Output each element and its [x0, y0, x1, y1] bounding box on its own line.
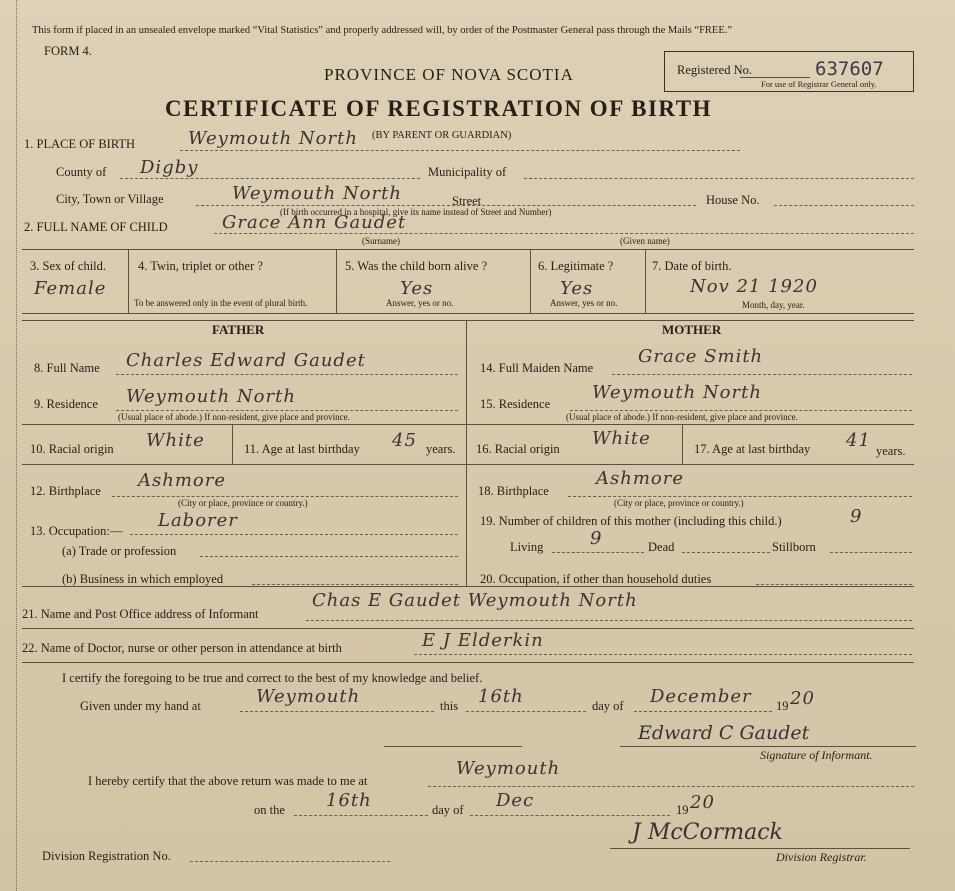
- registrar-dayof-label: day of: [432, 803, 464, 817]
- father-birthplace-note: (City or place, province or country.): [178, 498, 308, 508]
- informant-signature[interactable]: Edward C Gaudet: [638, 722, 810, 744]
- alive-value[interactable]: Yes: [400, 278, 434, 299]
- given-day-value[interactable]: 16th: [478, 686, 524, 707]
- legitimate-value[interactable]: Yes: [560, 278, 594, 299]
- mother-residence-value[interactable]: Weymouth North: [592, 382, 762, 403]
- city-value[interactable]: Weymouth North: [232, 183, 402, 204]
- mother-age-value[interactable]: 41: [846, 430, 871, 451]
- registrar-on-the: on the: [254, 803, 285, 817]
- father-years: years.: [426, 442, 456, 456]
- registered-label: Registered No.: [677, 63, 752, 77]
- father-racial-value[interactable]: White: [146, 430, 205, 451]
- legitimate-label: 6. Legitimate ?: [538, 259, 614, 273]
- given-month-value[interactable]: December: [650, 686, 752, 707]
- children-count-label: 19. Number of children of this mother (including this child.): [480, 514, 782, 528]
- father-occupation-value[interactable]: Laborer: [158, 510, 238, 531]
- sex-value[interactable]: Female: [34, 278, 107, 299]
- by-parent-note: (BY PARENT OR GUARDIAN): [372, 130, 512, 141]
- given-year-value[interactable]: 20: [790, 688, 815, 709]
- child-name-label: 2. FULL NAME OF CHILD: [24, 220, 168, 234]
- mother-birthplace-value[interactable]: Ashmore: [596, 468, 684, 489]
- mother-racial-value[interactable]: White: [592, 428, 651, 449]
- living-label: Living: [510, 540, 544, 554]
- form-number: FORM 4.: [44, 44, 92, 58]
- father-residence-label: 9. Residence: [34, 397, 98, 411]
- postal-notice: This form if placed in an unsealed envelope marked “Vital Statistics” and properly addressed will, by order of the Postmaster General pass through the Mails “FREE.”: [32, 25, 733, 36]
- date-of-birth-value[interactable]: Nov 21 1920: [690, 276, 818, 297]
- given-year-prefix: 19: [776, 699, 789, 713]
- twin-label: 4. Twin, triplet or other ?: [138, 259, 263, 273]
- father-residence-value[interactable]: Weymouth North: [126, 386, 296, 407]
- father-occupation-label: 13. Occupation:—: [30, 524, 123, 538]
- mother-years: years.: [876, 444, 906, 458]
- living-value[interactable]: 9: [590, 528, 603, 549]
- father-birthplace-value[interactable]: Ashmore: [138, 470, 226, 491]
- surname-note: (Surname): [362, 236, 400, 246]
- given-place-value[interactable]: Weymouth: [256, 686, 361, 707]
- signature-label: Signature of Informant.: [760, 748, 873, 762]
- doctor-label: 22. Name of Doctor, nurse or other person in attendance at birth: [22, 641, 342, 655]
- father-heading: FATHER: [212, 322, 265, 337]
- street-label: Street: [452, 194, 482, 208]
- given-dayof-label: day of: [592, 699, 624, 713]
- mother-residence-label: 15. Residence: [480, 397, 551, 411]
- father-age-label: 11. Age at last birthday: [244, 442, 360, 456]
- city-label: City, Town or Village: [56, 192, 164, 206]
- father-residence-note: (Usual place of abode.) If non-resident, give place and province.: [118, 412, 350, 422]
- trade-label: (a) Trade or profession: [62, 544, 177, 558]
- registrar-use-note: For use of Registrar General only.: [761, 79, 877, 89]
- informant-value[interactable]: Chas E Gaudet Weymouth North: [312, 590, 638, 611]
- registrar-year-value[interactable]: 20: [690, 792, 715, 813]
- division-registration-label: Division Registration No.: [42, 849, 171, 863]
- mother-name-value[interactable]: Grace Smith: [638, 346, 764, 367]
- alive-note: Answer, yes or no.: [386, 298, 454, 308]
- mother-occupation-label: 20. Occupation, if other than household duties: [480, 572, 712, 586]
- registered-number[interactable]: 637607: [815, 58, 884, 80]
- date-note: Month, day, year.: [742, 300, 805, 310]
- registrar-place-value[interactable]: Weymouth: [456, 758, 561, 779]
- father-name-label: 8. Full Name: [34, 361, 100, 375]
- mother-age-label: 17. Age at last birthday: [694, 442, 811, 456]
- given-label: Given under my hand at: [80, 699, 201, 713]
- mother-birthplace-label: 18. Birthplace: [478, 484, 549, 498]
- place-of-birth-label: 1. PLACE OF BIRTH: [24, 137, 136, 151]
- twin-note: To be answered only in the event of plural birth.: [134, 298, 308, 308]
- registrar-day-value[interactable]: 16th: [326, 790, 372, 811]
- county-value[interactable]: Digby: [140, 157, 199, 178]
- date-of-birth-label: 7. Date of birth.: [652, 259, 732, 273]
- registrar-title-label: Division Registrar.: [776, 850, 867, 864]
- mother-name-label: 14. Full Maiden Name: [480, 361, 594, 375]
- registration-box: [664, 51, 914, 92]
- place-of-birth-value[interactable]: Weymouth North: [188, 128, 358, 149]
- father-name-value[interactable]: Charles Edward Gaudet: [126, 350, 366, 371]
- business-label: (b) Business in which employed: [62, 572, 224, 586]
- county-label: County of: [56, 165, 107, 179]
- registrar-signature[interactable]: J McCormack: [632, 820, 783, 845]
- registrar-statement: I hereby certify that the above return was made to me at: [88, 774, 368, 788]
- registrar-year-prefix: 19: [676, 803, 689, 817]
- alive-label: 5. Was the child born alive ?: [345, 259, 488, 273]
- municipality-label: Municipality of: [428, 165, 507, 179]
- this-label: this: [440, 699, 459, 713]
- mother-birthplace-note: (City or place, province or country.): [614, 498, 744, 508]
- father-racial-label: 10. Racial origin: [30, 442, 114, 456]
- dead-label: Dead: [648, 540, 675, 554]
- father-age-value[interactable]: 45: [392, 430, 417, 451]
- child-name-value[interactable]: Grace Ann Gaudet: [222, 212, 407, 233]
- children-count-value[interactable]: 9: [850, 506, 863, 527]
- page-title: CERTIFICATE OF REGISTRATION OF BIRTH: [165, 96, 712, 121]
- mother-residence-note: (Usual place of abode.) If non-resident, give place and province.: [566, 412, 798, 422]
- doctor-value[interactable]: E J Elderkin: [422, 630, 544, 651]
- stillborn-label: Stillborn: [772, 540, 816, 554]
- house-no-label: House No.: [706, 193, 760, 207]
- informant-label: 21. Name and Post Office address of Informant: [22, 607, 259, 621]
- mother-heading: MOTHER: [662, 322, 722, 337]
- father-birthplace-label: 12. Birthplace: [30, 484, 101, 498]
- province-heading: PROVINCE OF NOVA SCOTIA: [324, 65, 574, 84]
- hospital-note: (If birth occurred in a hospital, give its name instead of Street and Number): [280, 207, 552, 217]
- registrar-month-value[interactable]: Dec: [496, 790, 535, 811]
- legitimate-note: Answer, yes or no.: [550, 298, 618, 308]
- torn-edge: [0, 0, 17, 891]
- mother-racial-label: 16. Racial origin: [476, 442, 560, 456]
- given-name-note: (Given name): [620, 236, 670, 246]
- certify-statement: I certify the foregoing to be true and correct to the best of my knowledge and belief.: [62, 671, 483, 685]
- sex-label: 3. Sex of child.: [30, 259, 107, 273]
